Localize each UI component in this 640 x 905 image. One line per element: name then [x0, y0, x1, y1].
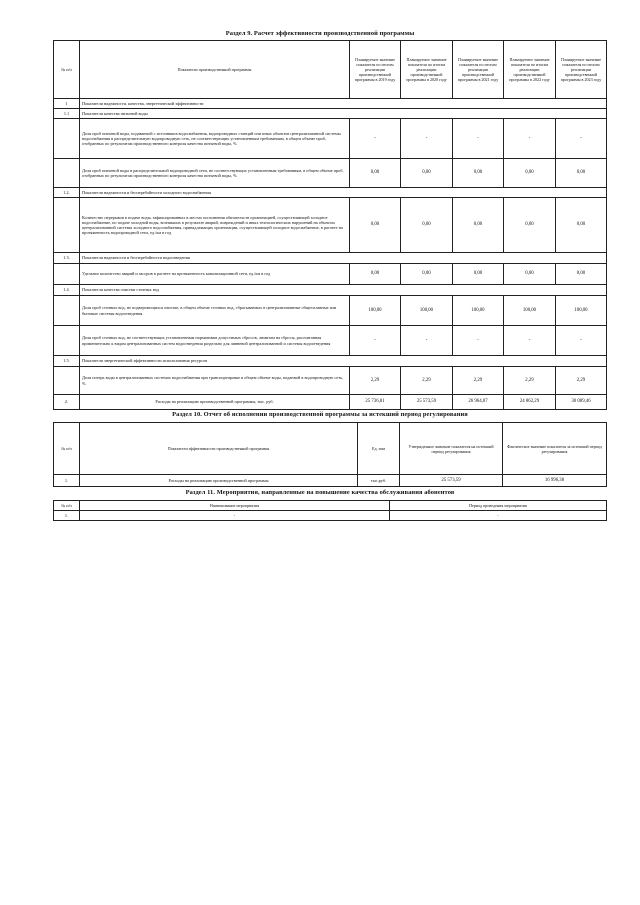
header-year-2022: Планируемое значение показателя по итогам реализации производственной программы в 2022 году: [504, 41, 556, 99]
value-cell: 100,00: [453, 296, 504, 326]
value-cell: -: [556, 326, 607, 356]
row-label: Доля проб сточных вод, не подвергающихся очистке, в общем объеме сточных вод, сбрасываемых в централизованные общесплавные или бытовые системы водоотведения: [80, 296, 350, 326]
row-label: Количество перерывов в подаче воды, зафиксированных в местах исполнения обязательств организацией, осуществляющей холодное водоснабжение, по подаче холодной воды, возникших в результате аварий, повреждений и иных технологических нарушений на объектах централизованной системы холодного водоснабжения, принадлежащих организации, осуществляющей холодное водоснабжение, в расчете на протяженность водопроводной сети, ед./км в год: [80, 198, 350, 253]
value-cell: -: [350, 326, 401, 356]
row-num-empty: [54, 326, 80, 356]
value-cell: 0,00: [453, 159, 504, 188]
row-num-empty: [54, 296, 80, 326]
value-cell: 100,00: [350, 296, 401, 326]
value-cell: 2,29: [504, 367, 556, 395]
table-row: [54, 475, 607, 487]
value-cell: 2,29: [453, 367, 504, 395]
section10-header-row: [54, 423, 607, 475]
row-label: Расходы на реализацию производственной программы, тыс. руб.: [80, 395, 350, 410]
value-cell: 2,29: [401, 367, 453, 395]
value-cell: 0,00: [556, 198, 607, 253]
row-num: 1: [54, 99, 80, 109]
row-group-label: Показатели энергетической эффективности использования ресурсов: [80, 356, 607, 367]
row-num: 1.3.: [54, 253, 80, 264]
value-cell: 0,00: [504, 159, 556, 188]
value-cell: 2,29: [556, 367, 607, 395]
header-period: Период проведения мероприятия: [390, 501, 607, 511]
header-actual: Фактическое значение показателя за истекший период регулирования: [503, 423, 607, 475]
actual-value: 16 996,38: [503, 475, 607, 487]
value-cell: 0,00: [556, 159, 607, 188]
row-num-empty: [54, 198, 80, 253]
row-label: Доля проб сточных вод, не соответствующих установленным нормативам допустимых сбросов, лимитам на сбросы, рассчитанная применительно к видам централизованных систем водоотведения раздельно для ливневой централизованной и системы водоотведения: [80, 326, 350, 356]
value-cell: 26 964,87: [453, 395, 504, 410]
value-cell: 0,00: [401, 264, 453, 285]
row-group-label: Показатели качества питьевой воды: [80, 109, 607, 119]
value-cell: -: [556, 119, 607, 159]
header-num: № п/п: [54, 423, 80, 475]
header-indicator: Показатели эффективности производственной программы: [80, 423, 358, 475]
value-cell: 0,00: [504, 198, 556, 253]
table-row: [54, 367, 607, 395]
section11-header-row: [54, 501, 607, 511]
value-cell: -: [504, 326, 556, 356]
value-cell: 24 862,29: [504, 395, 556, 410]
table-row: [54, 119, 607, 159]
row-num-empty: [54, 119, 80, 159]
row-label: Доля проб питьевой воды, подаваемой с источников водоснабжения, водопроводных станций или иных объектов централизованной системы водоснабжения в распределительную водопроводную сеть, не соответствующих установленным требованиям, в общем объеме проб, отобранных по результатам производственного контроля качества питьевой воды, %: [80, 119, 350, 159]
value-cell: 0,00: [556, 264, 607, 285]
unit-cell: тыс.руб.: [358, 475, 400, 487]
table-row: [54, 511, 607, 521]
row-label: Удельное количество аварий и засоров в расчете на протяженность канализационной сети, ед./км в год: [80, 264, 350, 285]
value-cell: -: [401, 119, 453, 159]
row-num-empty: [54, 159, 80, 188]
row-num: 2.: [54, 395, 80, 410]
value-cell: -: [453, 119, 504, 159]
header-num: № п/п: [54, 41, 80, 99]
value-cell: 100,00: [504, 296, 556, 326]
table-row: [54, 99, 607, 109]
row-group-label: Показатели качества очистки сточных вод: [80, 285, 607, 296]
table-row: [54, 253, 607, 264]
value-cell: 100,00: [401, 296, 453, 326]
row-group-label: Показатели надежности и бесперебойности водоотведения: [80, 253, 607, 264]
section10-title: Раздел 10. Отчет об исполнении производственной программы за истекший период регулирования: [172, 411, 468, 418]
row-num: 1.5.: [54, 356, 80, 367]
table-row: [54, 285, 607, 296]
value-cell: 0,00: [453, 198, 504, 253]
row-num: 1.1: [54, 109, 80, 119]
row-num: 1.: [54, 475, 80, 487]
value-cell: 0,00: [401, 198, 453, 253]
header-year-2019: Планируемое значение показателя по итогам реализации производственной программы в 2019 году: [350, 41, 401, 99]
table-row: [54, 264, 607, 285]
row-label: Доля потерь воды в централизованных системах водоснабжения при транспортировке в общем объеме воды, поданной в водопроводную сеть, %: [80, 367, 350, 395]
row-num-empty: [54, 367, 80, 395]
header-unit: Ед. изм: [358, 423, 400, 475]
table-row: [54, 395, 607, 410]
header-approved: Утвержденное значение показателя на истекший период регулирования: [400, 423, 503, 475]
table-row: [54, 326, 607, 356]
table-row: [54, 356, 607, 367]
approved-value: 25 573,59: [400, 475, 503, 487]
value-cell: 0,00: [401, 159, 453, 188]
value-cell: 0,00: [350, 198, 401, 253]
row-label: Расходы на реализацию производственной программы: [80, 475, 358, 487]
section10-table: [53, 422, 607, 487]
activity-period: -: [390, 511, 607, 521]
row-group-label: Показатели надежности и бесперебойности холодного водоснабжения: [80, 188, 607, 198]
row-label: Доля проб питьевой воды в распределительной водопроводной сети, не соответствующих установленным требованиям, в общем объеме проб, отобранных по результатам производственного контроля качества питьевой воды, %: [80, 159, 350, 188]
row-num: 1.4.: [54, 285, 80, 296]
section9-header-row: [54, 41, 607, 99]
value-cell: -: [350, 119, 401, 159]
section9-table: [53, 40, 607, 410]
table-row: [54, 159, 607, 188]
value-cell: 0,00: [350, 159, 401, 188]
value-cell: -: [504, 119, 556, 159]
value-cell: 0,00: [350, 264, 401, 285]
row-group-label: Показатели надежности, качества, энергетической эффективности: [80, 99, 607, 109]
value-cell: 2,29: [350, 367, 401, 395]
header-num: № п/п: [54, 501, 80, 511]
value-cell: 25 736,81: [350, 395, 401, 410]
value-cell: 0,00: [453, 264, 504, 285]
table-row: [54, 188, 607, 198]
section11-table: [53, 500, 607, 521]
activity-name: -: [80, 511, 390, 521]
value-cell: -: [453, 326, 504, 356]
section9-title: Раздел 9. Расчет эффективности производственной программы: [225, 30, 415, 37]
table-row: [54, 296, 607, 326]
value-cell: 0,00: [504, 264, 556, 285]
row-num-empty: [54, 264, 80, 285]
row-num: 1.2.: [54, 188, 80, 198]
value-cell: 30 089,46: [556, 395, 607, 410]
section11-title: Раздел 11. Мероприятия, направленные на повышение качества обслуживания абонентов: [185, 489, 455, 496]
header-indicator: Показатели производственной программы: [80, 41, 350, 99]
table-row: [54, 198, 607, 253]
value-cell: -: [401, 326, 453, 356]
table-row: [54, 109, 607, 119]
row-num: 1.: [54, 511, 80, 521]
header-year-2021: Планируемое значение показателя по итогам реализации производственной программы в 2021 году: [453, 41, 504, 99]
value-cell: 25 573,59: [401, 395, 453, 410]
header-year-2023: Планируемое значение показателя по итогам реализации производственной программы в 2023 году: [556, 41, 607, 99]
header-name: Наименование мероприятия: [80, 501, 390, 511]
header-year-2020: Планируемое значение показателя по итогам реализации производственной программы в 2020 году: [401, 41, 453, 99]
value-cell: 100,00: [556, 296, 607, 326]
